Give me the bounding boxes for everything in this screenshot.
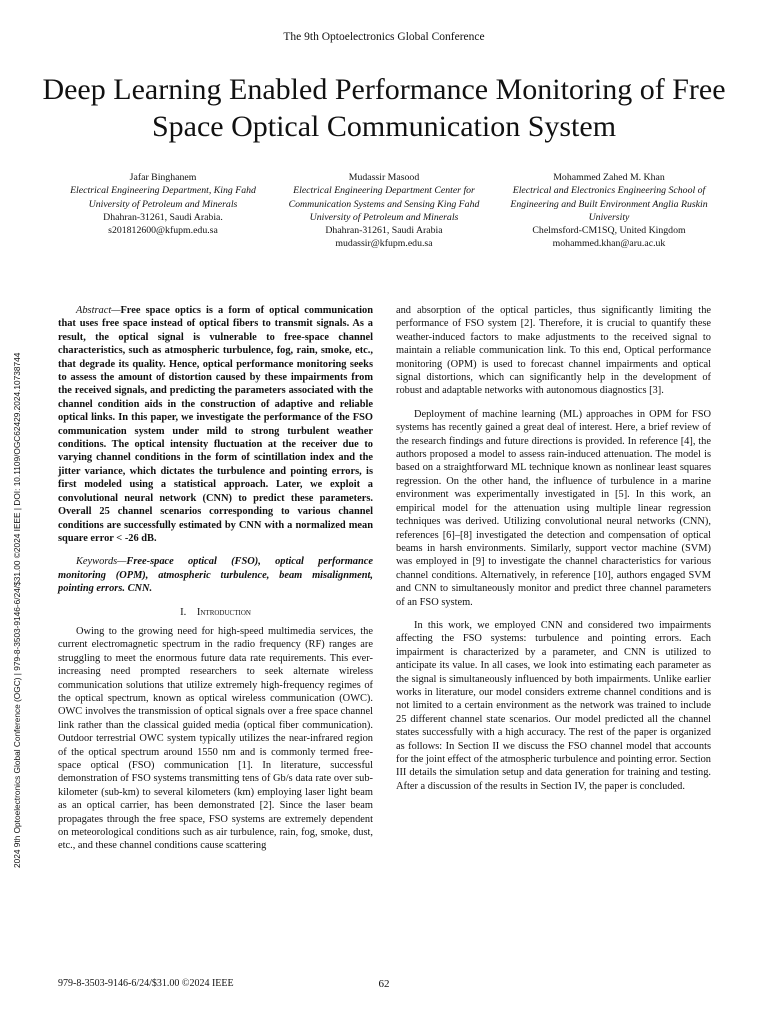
right-column [396,304,711,793]
author-affiliation: Electrical Engineering Department, King Fahd University of Petroleum and Minerals [70,185,256,210]
author-2 [279,171,489,251]
author-name: Mohammed Zahed M. Khan [553,172,665,183]
intro-paragraph-3: In this work, we employed CNN and considered two impairments affecting the FSO systems: turbulence and pointing errors. Each impairment is characterized by a parameter, and CNN is utilized to anticipate its value. In all cases, we look into estimating each parameter as the signal is simultaneously influenced by both impairments. Unlike earlier works in literature, our model considers extreme channel conditions and is not limited to a certain environment as the network was trained to include 25 different channel state scenarios. Our model predicted all the channel states successfully with a high accuracy. The rest of the paper is organized as follows: In Section II we discuss the FSO channel model that accounts for the joint effect of the atmospheric turbulence and pointing error. Section III details the simulation setup and data generation for training and testing. After a discussion of the results in Section IV, the paper is concluded. [396,619,711,792]
footer-isbn: 979-8-3503-9146-6/24/$31.00 ©2024 IEEE [58,978,234,989]
side-doi-text: 2024 9th Optoelectronics Global Conference (OGC) | 979-8-3503-9146-6/24/$31.00 ©2024 IEEE | DOI: 10.1109/OGC62429.2024.10738744 [12,352,22,868]
paper-title: Deep Learning Enabled Performance Monitoring of Free Space Optical Communication System [42,73,726,143]
section-title: Introduction [196,606,251,618]
intro-paragraph-1-continued: and absorption of the optical particles, thus significantly limiting the performance of FSO system [2]. Therefore, it is crucial to quantify these weather-induced factors to make adjustments to the received signal to maintain a reliable communication link. To this end, Optical performance monitoring (OPM) is used to forecast channel impairments and optical signal distortions, which can significantly help in the development of robust and adaptable networks with autonomous diagnostics [3]. [396,305,711,397]
author-email: s201812600@kfupm.edu.sa [108,225,218,237]
left-column [58,304,373,853]
intro-paragraph-1: Owing to the growing need for high-speed multimedia services, the current electromagnetic spectrum in the radio frequency (RF) ranges are struggling to meet the enormous future data rate requirements. This ever-increasing need prompted researchers to seek alternate wireless communication solutions that utilize extremely high-frequency regimes of the optical spectrum, known as optical wireless communication (OWC). OWC involves the transmission of optical signals over a free space channel link rather than the classical guided media (optical fiber communication). Outdoor terrestrial OWC system typically utilizes the near-infrared region of the optical spectrum around 1550 nm and is commonly termed free-space optical (FSO) communication [1]. In literature, successful demonstration of FSO systems transmitting tens of Gb/s data rate over sub-kilometer (sub-km) to several kilometers (km) employing laser light beam as an optical carrier, has been demonstrated [2]. Since the laser beam propagates through the free space, FSO systems are extremely dependent on meteorological conditions such as air turbulence, rain, fog, smoke, dust, etc., and these channel conditions cause scattering [58,625,373,852]
author-name: Mudassir Masood [348,172,420,183]
abstract-text: Free space optics is a form of optical communication that uses free space instead of optical fibers to transmit signals. As a result, the optical signal is vulnerable to free-space channel characteristics, such as atmospheric turbulence, fog, rain, smoke, etc., that degrade its quality. Hence, optical performance monitoring seeks to assess the amount of distortion caused by these impairments from the received signals, and predicting the parameters associated with the channel condition aids in the construction of adaptive and reliable optical links. In this paper, we investigate the performance of the FSO communication system under mild to strong turbulent weather conditions. The optical intensity fluctuation at the receiver due to varying channel conditions in the form of scintillation index and the jitter variance, which dictates the turbulence and pointing errors, is first modeled using a statistical approach. Later, we exploit a convolutional neural network (CNN) to predict these parameters. Overall 25 channel scenarios corresponding to various channel conditions are successfully estimated by CNN with a normalized mean square error < -26 dB. [58,305,373,544]
intro-paragraph-2: Deployment of machine learning (ML) approaches in OPM for FSO systems has recently gained a great deal of interest. Here, a brief review of the research findings and future directions is provided. In reference [4], the authors proposed a model to assess rain-induced attenuation. The model is based on a straightforward ML technique known as nonlinear least squares regression. On the other hand, the influence of turbulence in a marine environment was experimentally investigated in [5]. In this work, an empirical model for the attenuation using multiple linear regression techniques was derived. Utilizing convolutional neural networks (CNN), references [6]–[8] investigated the detection and compensation of optical beams in harsh environments. Similarly, support vector machine (SVM) was employed in [9] to investigate the channel characteristics for various channel conditions. Alternatively, in reference [10], authors engaged SVM and CNN to simultaneously monitor and predict three channel parameters of an FSO system. [396,408,711,608]
section-heading [58,606,373,619]
author-affiliation: Electrical and Electronics Engineering School of Engineering and Built Environment Anglia Ruskin University [510,185,708,223]
author-name: Jafar Binghanem [129,172,197,183]
page-number: 62 [378,978,390,990]
author-3 [504,171,714,251]
keywords [58,555,373,595]
author-email: mudassir@kfupm.edu.sa [335,238,433,250]
conference-header: The 9th Optoelectronics Global Conference [283,31,485,43]
author-1 [58,171,268,237]
abstract [58,304,373,545]
author-email: mohammed.khan@aru.ac.uk [552,238,666,250]
author-address: Dhahran-31261, Saudi Arabia. [103,211,223,223]
author-affiliation: Electrical Engineering Department Center for Communication Systems and Sensing King Fahd University of Petroleum and Minerals [288,185,480,223]
abstract-label: Abstract— [76,305,121,316]
author-address: Dhahran-31261, Saudi Arabia [325,225,443,237]
keywords-label: Keywords— [76,556,127,568]
keywords-text: Free-space optical (FSO), optical performance monitoring (OPM), atmospheric turbulence, beam misalignment, pointing errors. CNN. [58,556,373,595]
section-number: I. [180,606,187,618]
author-address: Chelmsford-CM1SQ, United Kingdom [532,225,686,237]
